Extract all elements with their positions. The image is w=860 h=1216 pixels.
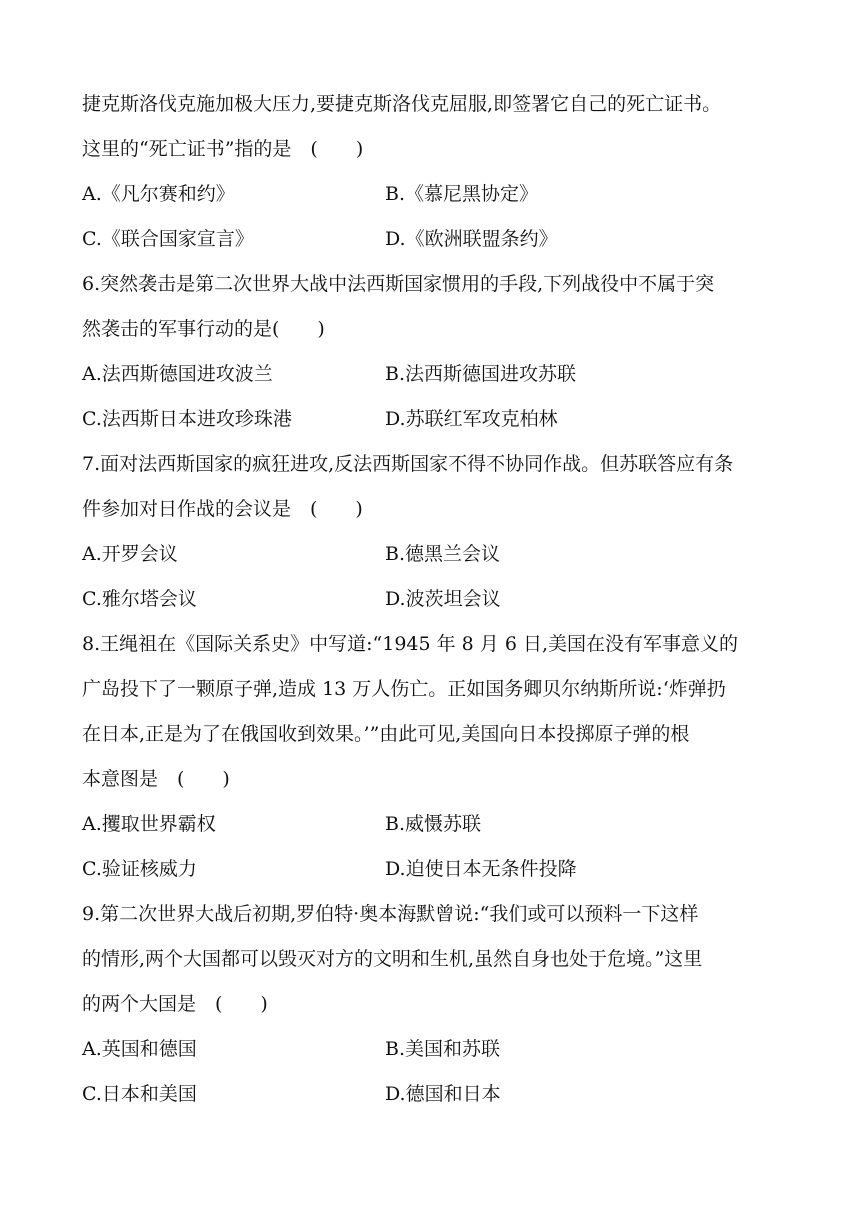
question-9-text-line-2: 的情形,两个大国都可以毁灭对方的文明和生机,虽然自身也处于危境。”这里	[82, 948, 703, 970]
question-7-options-row-2	[82, 577, 782, 622]
question-9-option-d: D.德国和日本	[385, 1083, 501, 1105]
question-5-option-c: C.《联合国家宣言》	[82, 228, 254, 250]
question-6-text-line-2: 然袭击的军事行动的是( )	[82, 318, 325, 340]
question-5-options-row-2	[82, 217, 782, 262]
question-7-option-a: A.开罗会议	[82, 543, 178, 565]
question-7-option-c: C.雅尔塔会议	[82, 588, 197, 610]
question-8-text-line-1: 8.王绳祖在《国际关系史》中写道:“1945 年 8 月 6 日,美国在没有军事意义的	[82, 633, 739, 655]
question-7-text-line-2: 件参加对日作战的会议是 ( )	[82, 498, 363, 520]
question-6-options-row-1	[82, 352, 782, 397]
question-9-text-line-3: 的两个大国是 ( )	[82, 993, 268, 1015]
question-8-option-c: C.验证核威力	[82, 858, 197, 880]
question-8-text-line-2: 广岛投下了一颗原子弹,造成 13 万人伤亡。正如国务卿贝尔纳斯所说:‘炸弹扔	[82, 678, 726, 700]
document-page	[82, 82, 782, 1117]
question-5-option-a: A.《凡尔赛和约》	[82, 183, 235, 205]
question-6-option-a: A.法西斯德国进攻波兰	[82, 363, 273, 385]
question-8-options-row-2	[82, 847, 782, 892]
question-5-text-line-2: 这里的“死亡证书”指的是 ( )	[82, 138, 364, 160]
question-9-options-row-1	[82, 1027, 782, 1072]
question-6-text-line-1: 6.突然袭击是第二次世界大战中法西斯国家惯用的手段,下列战役中不属于突	[82, 273, 715, 295]
question-6-options-row-2	[82, 397, 782, 442]
question-8-text-line-3: 在日本,正是为了在俄国收到效果。’”由此可见,美国向日本投掷原子弹的根	[82, 723, 690, 745]
question-5-option-b: B.《慕尼黑协定》	[385, 183, 539, 205]
question-9-text-line-1: 9.第二次世界大战后初期,罗伯特·奥本海默曾说:“我们或可以预料一下这样	[82, 903, 699, 925]
question-7-option-b: B.德黑兰会议	[385, 543, 501, 565]
question-5-options-row-1	[82, 172, 782, 217]
question-9-option-c: C.日本和美国	[82, 1083, 197, 1105]
question-5-option-d: D.《欧洲联盟条约》	[385, 228, 558, 250]
question-8-options-row-1	[82, 802, 782, 847]
question-5-text-line-1: 捷克斯洛伐克施加极大压力,要捷克斯洛伐克屈服,即签署它自己的死亡证书。	[82, 93, 722, 115]
question-9-option-b: B.美国和苏联	[385, 1038, 501, 1060]
question-9-option-a: A.英国和德国	[82, 1038, 197, 1060]
question-6-option-c: C.法西斯日本进攻珍珠港	[82, 408, 292, 430]
question-7-text-line-1: 7.面对法西斯国家的疯狂进攻,反法西斯国家不得不协同作战。但苏联答应有条	[82, 453, 734, 475]
question-9-options-row-2	[82, 1072, 782, 1117]
question-6-option-d: D.苏联红军攻克柏林	[385, 408, 558, 430]
question-8-option-a: A.攫取世界霸权	[82, 813, 216, 835]
question-8-text-line-4: 本意图是 ( )	[82, 768, 230, 790]
question-7-options-row-1	[82, 532, 782, 577]
question-6-option-b: B.法西斯德国进攻苏联	[385, 363, 577, 385]
question-8-option-b: B.威慑苏联	[385, 813, 482, 835]
question-7-option-d: D.波茨坦会议	[385, 588, 501, 610]
question-8-option-d: D.迫使日本无条件投降	[385, 858, 577, 880]
